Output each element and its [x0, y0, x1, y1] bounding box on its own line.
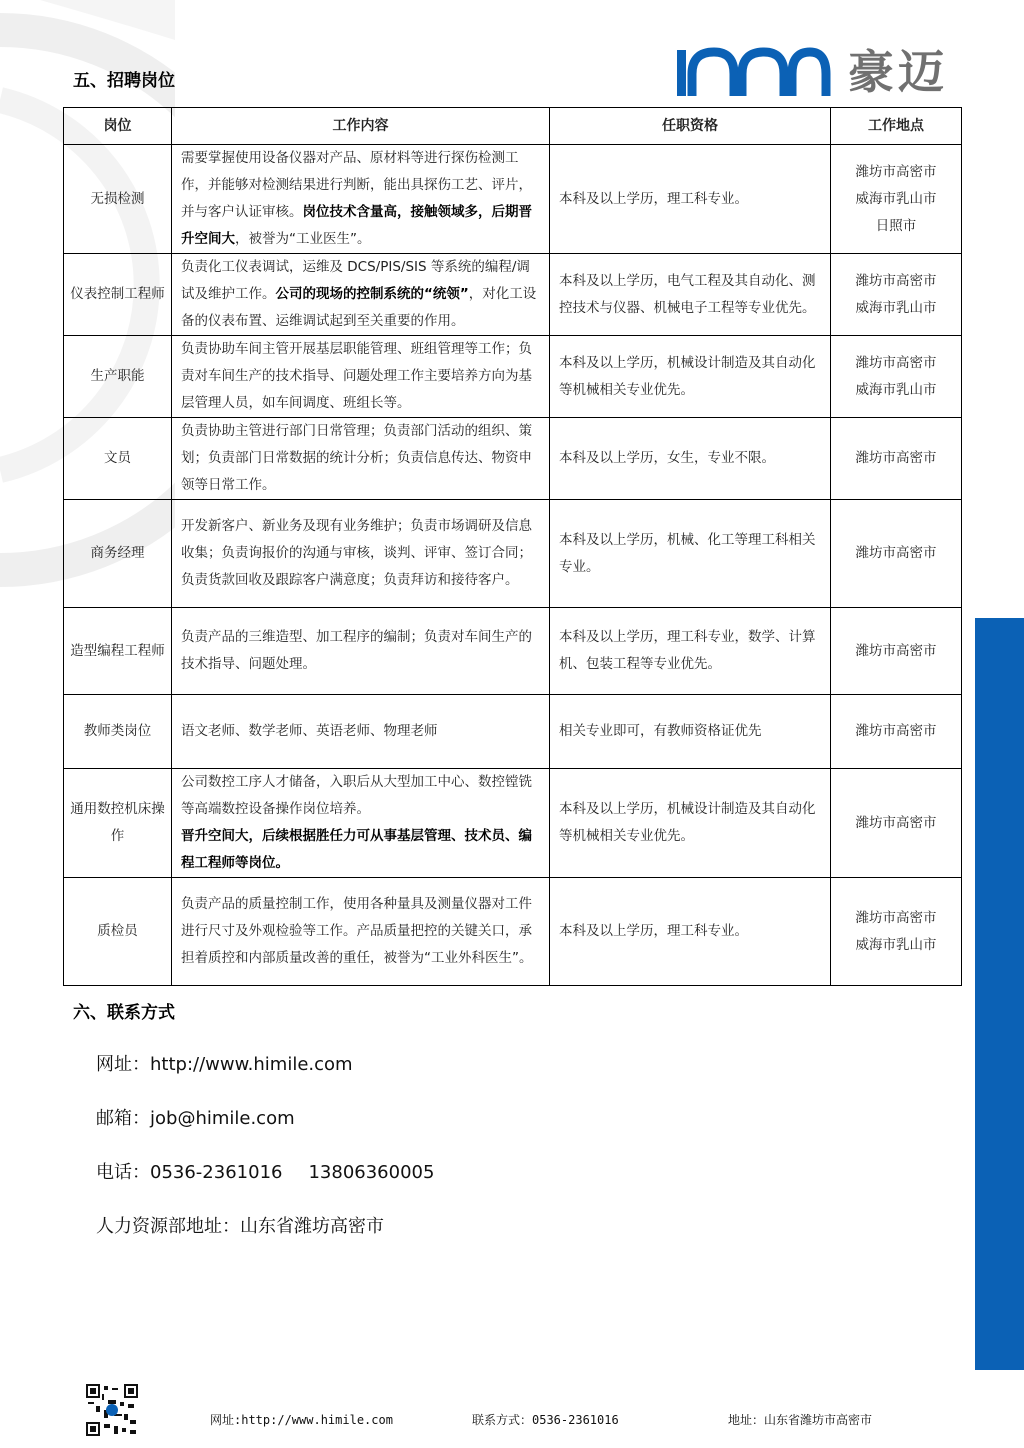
header-location: 工作地点 — [831, 108, 962, 145]
location-cell — [831, 608, 962, 695]
table-row — [64, 769, 962, 878]
table-row — [64, 254, 962, 336]
table-header-row — [64, 108, 962, 145]
qualification-cell: 本科及以上学历，女生，专业不限。 — [550, 418, 831, 500]
qualification-cell: 本科及以上学历，机械设计制造及其自动化等机械相关专业优先。 — [550, 769, 831, 878]
contact-email: 邮箱：job@himile.com — [96, 1108, 295, 1129]
table-row — [64, 145, 962, 254]
table-row — [64, 418, 962, 500]
table-row — [64, 608, 962, 695]
position-cell: 无损检测 — [64, 145, 172, 254]
position-cell: 造型编程工程师 — [64, 608, 172, 695]
section-title-contact: 六、联系方式 — [73, 1003, 175, 1023]
logo-text: 豪迈 — [848, 45, 948, 99]
location-item: 威海市乳山市 — [855, 381, 937, 398]
content-cell: 负责产品的质量控制工作，使用各种量具及测量仪器对工件进行尺寸及外观检验等工作。产品质量把控的关键关口，承担着质控和内部质量改善的重任，被誉为“工业外科医生”。 — [172, 878, 550, 986]
footer-contact: 联系方式：0536-2361016 — [472, 1413, 619, 1427]
qualification-cell: 本科及以上学历，机械、化工等理工科相关专业。 — [550, 500, 831, 608]
contact-address: 人力资源部地址：山东省潍坊高密市 — [96, 1216, 384, 1237]
content-text: 需要掌握使用设备仪器对产品、原材料等进行探伤检测工作，并能够对检测结果进行判断，能出具探伤工艺、评片，并与客户认证审核。 — [181, 150, 532, 220]
location-item: 潍坊市高密市 — [855, 723, 937, 739]
content-highlight: 公司的现场的控制系统的“统领” — [275, 286, 469, 302]
table-row — [64, 878, 962, 986]
position-cell: 商务经理 — [64, 500, 172, 608]
location-item: 潍坊市高密市 — [855, 909, 937, 926]
location-cell — [831, 500, 962, 608]
position-cell: 质检员 — [64, 878, 172, 986]
location-cell — [831, 878, 962, 986]
location-item: 潍坊市高密市 — [855, 272, 937, 289]
table-row — [64, 336, 962, 418]
location-item: 威海市乳山市 — [855, 299, 937, 316]
jobs-table — [63, 107, 962, 986]
qualification-cell: 本科及以上学历，电气工程及其自动化、测控技术与仪器、机械电子工程等专业优先。 — [550, 254, 831, 336]
qualification-cell: 本科及以上学历，理工科专业。 — [550, 145, 831, 254]
header-position: 岗位 — [64, 108, 172, 145]
position-cell: 文员 — [64, 418, 172, 500]
contact-website: 网址：http://www.himile.com — [96, 1054, 353, 1075]
position-cell: 通用数控机床操作 — [64, 769, 172, 878]
footer-website: 网址:http://www.himile.com — [210, 1413, 393, 1427]
qualification-cell: 本科及以上学历，理工科专业，数学、计算机、包装工程等专业优先。 — [550, 608, 831, 695]
position-cell: 生产职能 — [64, 336, 172, 418]
content-cell: 负责协助车间主管开展基层职能管理、班组管理等工作；负责对车间生产的技术指导、问题处理工作主要培养方向为基层管理人员，如车间调度、班组长等。 — [172, 336, 550, 418]
location-cell — [831, 145, 962, 254]
right-accent-bar — [975, 618, 1024, 1370]
content-cell: 负责协助主管进行部门日常管理；负责部门活动的组织、策划；负责部门日常数据的统计分析；负责信息传达、物资申领等日常工作。 — [172, 418, 550, 500]
content-highlight: 岗位技术含量高，接触领域多，后期晋升空间大 — [181, 204, 532, 247]
qualification-cell: 相关专业即可，有教师资格证优先 — [550, 695, 831, 769]
content-cell — [172, 769, 550, 878]
content-cell: 语文老师、数学老师、英语老师、物理老师 — [172, 695, 550, 769]
content-cell: 开发新客户、新业务及现有业务维护；负责市场调研及信息收集；负责询报价的沟通与审核，谈判、评审、签订合同；负责货款回收及跟踪客户满意度；负责拜访和接待客户。 — [172, 500, 550, 608]
header-qualification: 任职资格 — [550, 108, 831, 145]
location-item: 潍坊市高密市 — [855, 450, 937, 466]
qualification-cell: 本科及以上学历，理工科专业。 — [550, 878, 831, 986]
location-cell — [831, 769, 962, 878]
position-cell: 仪表控制工程师 — [64, 254, 172, 336]
content-text: 负责化工仪表调试，运维及 DCS/PIS/SIS 等系统的编程/调试及维护工作。 — [181, 259, 530, 302]
content-cell: 负责产品的三维造型、加工程序的编制；负责对车间生产的技术指导、问题处理。 — [172, 608, 550, 695]
position-cell: 教师类岗位 — [64, 695, 172, 769]
qr-code-icon — [86, 1384, 138, 1436]
table-row — [64, 500, 962, 608]
table-row — [64, 695, 962, 769]
location-item: 潍坊市高密市 — [855, 814, 937, 831]
location-item: 潍坊市高密市 — [855, 642, 937, 659]
location-cell — [831, 695, 962, 769]
content-tail: ，被誉为“工业医生”。 — [235, 231, 371, 247]
header-content: 工作内容 — [172, 108, 550, 145]
company-logo — [672, 44, 978, 100]
content-tail: ，对化工设备的仪表布置、运维调试起到至关重要的作用。 — [181, 286, 537, 329]
content-cell — [172, 254, 550, 336]
location-item: 威海市乳山市 — [855, 190, 937, 207]
content-highlight: 晋升空间大，后续根据胜任力可从事基层管理、技术员、编程工程师等岗位。 — [181, 828, 532, 871]
contact-phone — [96, 1158, 434, 1184]
location-item: 潍坊市高密市 — [855, 354, 937, 371]
location-item: 威海市乳山市 — [855, 936, 937, 953]
section-title-positions: 五、招聘岗位 — [73, 71, 175, 91]
phone-mobile: 13806360005 — [308, 1162, 435, 1183]
content-cell — [172, 145, 550, 254]
location-cell — [831, 418, 962, 500]
logo-mark-icon — [672, 44, 832, 100]
location-cell — [831, 254, 962, 336]
location-item: 日照市 — [875, 217, 917, 234]
footer-address: 地址：山东省潍坊市高密市 — [728, 1413, 873, 1427]
location-item: 潍坊市高密市 — [855, 545, 937, 561]
location-cell — [831, 336, 962, 418]
location-item: 潍坊市高密市 — [855, 163, 937, 180]
content-text: 公司数控工序人才储备，入职后从大型加工中心、数控镗铣等高端数控设备操作岗位培养。 — [181, 774, 532, 817]
phone-landline: 电话：0536-2361016 — [96, 1162, 283, 1183]
qualification-cell: 本科及以上学历，机械设计制造及其自动化等机械相关专业优先。 — [550, 336, 831, 418]
